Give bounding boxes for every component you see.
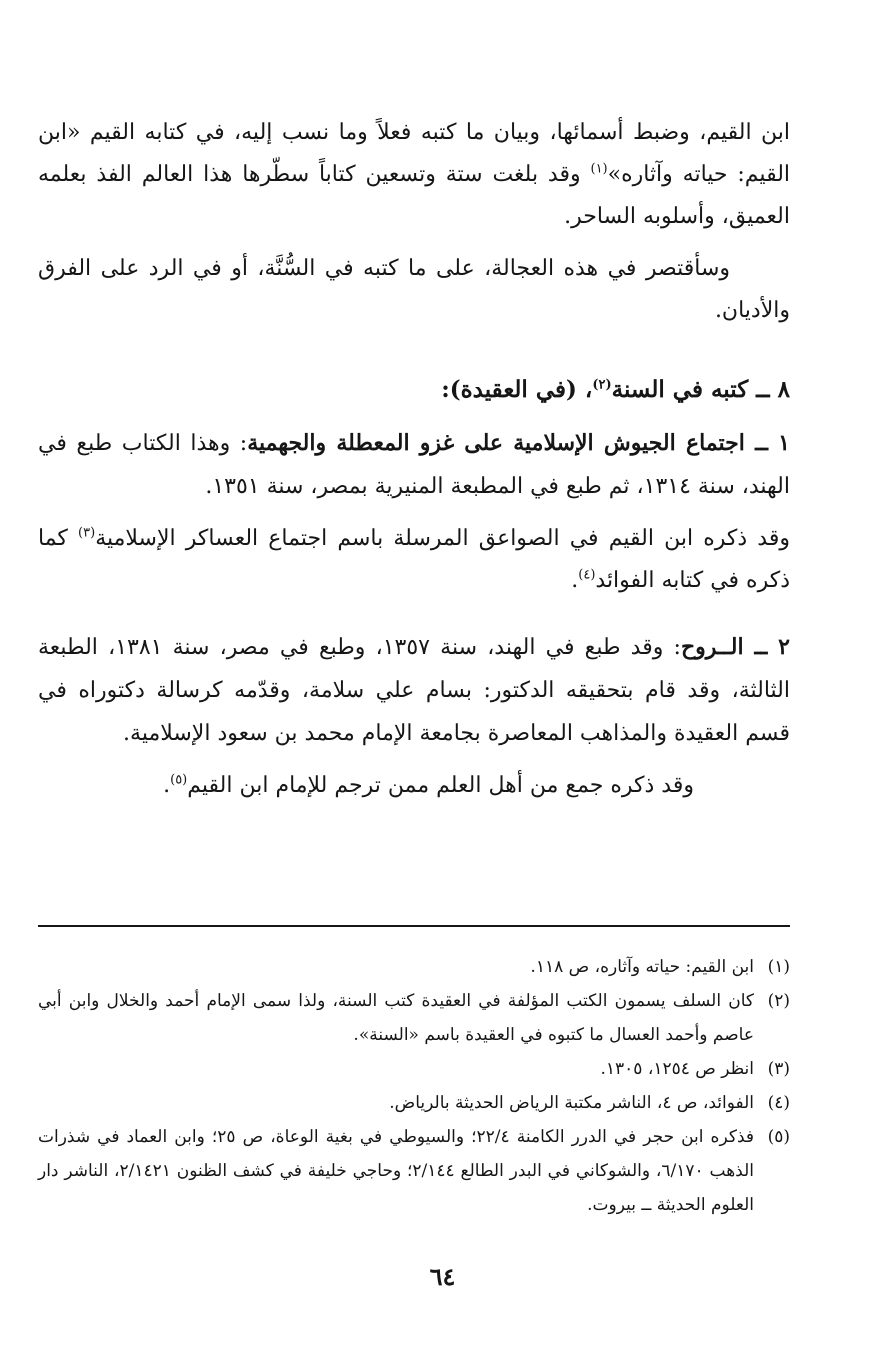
footnote-1-text: ابن القيم: حياته وآثاره، ص ١١٨. [530, 957, 754, 977]
entry-1-title: اجتماع الجيوش الإسلامية على غزو المعطلة والجهمية [247, 430, 745, 456]
footnote-2 [38, 984, 790, 1052]
footnote-3-text: انظر ص ١٢٥٤، ١٣٠٥. [600, 1059, 754, 1079]
intro-p1-text-a: ابن القيم، وضبط أسمائها، وبيان ما كتبه فعلاً وما نسب إليه، في كتابه القيم «ابن القيم: حياته وآثاره» [38, 120, 791, 187]
footnote-ref-4: (٤) [578, 567, 596, 583]
footnote-ref-5: (٥) [170, 772, 188, 788]
footnote-1-number: (١) [767, 957, 790, 977]
entry-1 [38, 422, 790, 508]
footnote-divider [38, 925, 790, 927]
footnote-3-number: (٣) [767, 1059, 790, 1079]
footnote-3 [38, 1052, 790, 1086]
section-heading-text-b: ، (في العقيدة): [441, 376, 593, 403]
intro-paragraph-2: وسأقتصر في هذه العجالة، على ما كتبه في السُّنَّة، أو في الرد على الفرق والأديان. [38, 256, 790, 323]
footnote-2-text: كان السلف يسمون الكتب المؤلفة في العقيدة كتب السنة، ولذا سمى الإمام أحمد والخلال وابن أبي عاصم وأحمد العسال ما كتبوه في العقيدة باسم «السنة». [38, 991, 754, 1045]
entry-1-text: : وهذا الكتاب طبع في الهند، سنة ١٣١٤، ثم طبع في المطبعة المنيرية بمصر، سنة ١٣٥١. [38, 431, 790, 499]
section-heading [38, 368, 790, 412]
page-number: ٦٤ [429, 1262, 456, 1291]
entry-2-note [38, 765, 790, 807]
entry-2-number: ٢ ــ [743, 634, 790, 660]
entry-1-note-c: . [571, 568, 579, 593]
footnote-2-number: (٢) [767, 991, 790, 1011]
footnote-4 [38, 1086, 790, 1120]
footnote-ref-2: (٢) [592, 377, 612, 393]
entry-2-note-a: وقد ذكره جمع من أهل العلم ممن ترجم للإمام ابن القيم [187, 773, 694, 798]
page-body [38, 112, 790, 807]
entry-2-text: : وقد طبع في الهند، سنة ١٣٥٧، وطبع في مصر، سنة ١٣٨١، الطبعة الثالثة، وقد قام بتحقيقه الدكتور: بسام علي سلامة، وقدّمه كرسالة دكتوراه في قسم العقيدة والمذاهب المعاصرة بجامعة الإمام محمد بن سعود الإسلامية. [38, 635, 790, 746]
footnote-ref-3: (٣) [78, 525, 96, 541]
entry-1-note-a: وقد ذكره ابن القيم في الصواعق المرسلة باسم اجتماع العساكر الإسلامية [95, 526, 790, 551]
footnote-5-text: فذكره ابن حجر في الدرر الكامنة ٢٢/٤؛ والسيوطي في بغية الوعاة، ص ٢٥؛ وابن العماد في شذرات الذهب ٦/١٧٠، والشوكاني في البدر الطالع ٢/١٤٤؛ وحاجي خليفة في كشف الظنون ٢/١٤٢١، الناشر دار العلوم الحديثة ــ بيروت. [38, 1127, 755, 1215]
footnote-5 [38, 1120, 790, 1222]
footnote-5-number: (٥) [767, 1127, 790, 1147]
footnote-4-number: (٤) [767, 1093, 790, 1113]
entry-2 [38, 626, 790, 755]
intro-p1-text-b: وقد بلغت ستة وتسعين كتاباً سطّرها هذا العالم الفذ بعلمه العميق، وأسلوبه الساحر. [38, 162, 790, 229]
entry-2-title: الــروح [680, 634, 744, 660]
footnote-4-text: الفوائد، ص ٤، الناشر مكتبة الرياض الحديثة بالرياض. [389, 1093, 754, 1113]
entry-1-number: ١ ــ [744, 430, 790, 456]
footnotes [38, 950, 790, 1222]
footnote-1 [38, 950, 790, 984]
entry-1-note [38, 518, 790, 602]
section-heading-text-a: ٨ ــ كتبه في السنة [611, 376, 790, 403]
entry-2-note-b: . [163, 773, 171, 798]
footnote-ref-1: (١) [590, 161, 608, 177]
intro-paragraph-1 [38, 112, 790, 238]
entry-1-note-b: كما ذكره في كتابه الفوائد [38, 526, 790, 593]
